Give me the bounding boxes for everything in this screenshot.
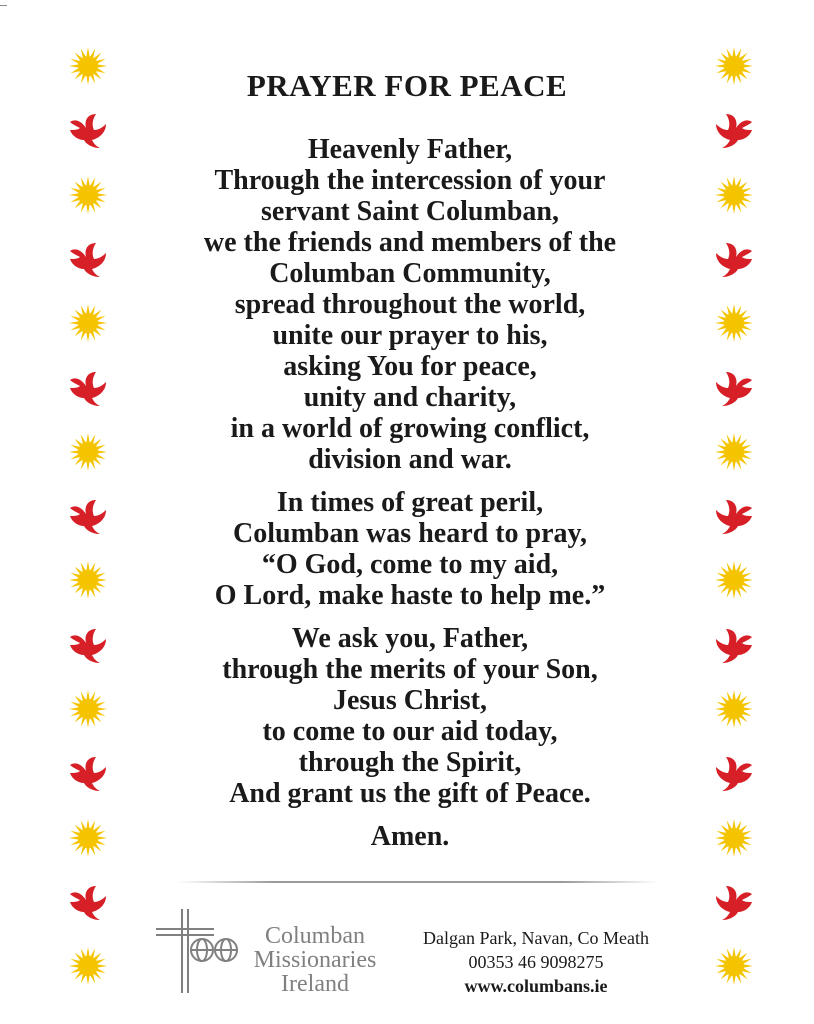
sun-icon (712, 558, 756, 602)
dove-icon (66, 494, 110, 538)
amen: Amen. (370, 821, 450, 852)
dove-icon (712, 366, 756, 410)
prayer-title: PRAYER FOR PEACE (246, 68, 568, 103)
dove-icon (712, 751, 756, 795)
stanza (140, 487, 680, 611)
prayer-line: Columban was heard to pray, (233, 518, 587, 549)
prayer-line: we the friends and members of the (203, 227, 617, 258)
stanza (140, 623, 680, 809)
prayer-line: spread throughout the world, (234, 289, 586, 320)
sun-icon (712, 173, 756, 217)
sun-icon (66, 430, 110, 474)
sun-icon (66, 301, 110, 345)
prayer-line: And grant us the gift of Peace. (229, 778, 591, 809)
stanza (140, 134, 680, 475)
org-name-line: Ireland (281, 971, 349, 997)
org-name (240, 924, 390, 996)
sun-icon (712, 430, 756, 474)
dove-icon (66, 751, 110, 795)
prayer-line: Columban Community, (269, 258, 551, 289)
prayer-line: to come to our aid today, (262, 716, 558, 747)
prayer-line: in a world of growing conflict, (230, 413, 590, 444)
sun-icon (66, 944, 110, 988)
contact-info (400, 926, 672, 998)
dove-icon (66, 366, 110, 410)
sun-icon (712, 687, 756, 731)
dove-icon (712, 623, 756, 667)
dove-icon (712, 494, 756, 538)
sun-icon (712, 816, 756, 860)
prayer-line: We ask you, Father, (291, 623, 529, 654)
sun-icon (712, 301, 756, 345)
corner-mark (0, 5, 7, 6)
dove-icon (712, 237, 756, 281)
org-name-line: Missionaries (253, 947, 377, 973)
dove-icon (712, 880, 756, 924)
address: Dalgan Park, Navan, Co Meath (423, 928, 649, 948)
prayer-line: through the Spirit, (298, 747, 522, 778)
dove-icon (66, 237, 110, 281)
prayer-line: division and war. (308, 444, 512, 475)
cross-globe-icon (152, 905, 238, 995)
prayer-line: unity and charity, (303, 382, 517, 413)
prayer-line: In times of great peril, (276, 487, 544, 518)
left-border (66, 44, 110, 1004)
right-border (712, 44, 756, 1004)
prayer-line: unite our prayer to his, (272, 320, 548, 351)
prayer-line: Through the intercession of your (214, 165, 606, 196)
prayer-line: O Lord, make haste to help me.” (214, 580, 606, 611)
sun-icon (66, 173, 110, 217)
dove-icon (66, 108, 110, 152)
dove-icon (66, 623, 110, 667)
sun-icon (66, 558, 110, 602)
org-name-line: Columban (265, 923, 365, 949)
prayer-line: Heavenly Father, (307, 134, 513, 165)
dove-icon (712, 108, 756, 152)
prayer-line: Jesus Christ, (332, 685, 487, 716)
prayer-line: asking You for peace, (283, 351, 537, 382)
sun-icon (66, 816, 110, 860)
website-link[interactable]: www.columbans.ie (464, 976, 608, 996)
prayer-line: “O God, come to my aid, (261, 549, 559, 580)
prayer-line: servant Saint Columban, (261, 196, 559, 227)
sun-icon (66, 687, 110, 731)
prayer-text (140, 134, 680, 852)
sun-icon (712, 944, 756, 988)
divider (178, 881, 658, 883)
phone-number: 00353 46 9098275 (468, 952, 604, 972)
prayer-line: through the merits of your Son, (222, 654, 598, 685)
dove-icon (66, 880, 110, 924)
